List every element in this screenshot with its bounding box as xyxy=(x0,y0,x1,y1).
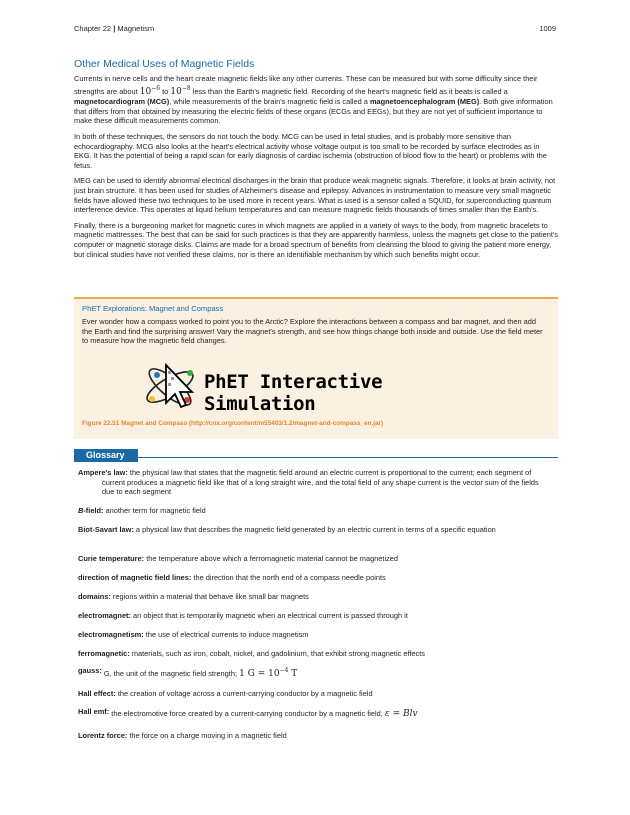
glossary-item-lorentz-force xyxy=(78,731,548,741)
gauss-equation xyxy=(239,669,297,679)
glossary-term-rest: -field: xyxy=(83,506,104,515)
glossary-term: Curie temperature: xyxy=(78,554,145,563)
glossary-term: gauss: xyxy=(78,666,102,675)
paragraph-1 xyxy=(74,74,558,126)
glossary-item-electromagnetism xyxy=(78,630,548,640)
chapter-number: Chapter 22 xyxy=(74,24,112,33)
section-title: Other Medical Uses of Magnetic Fields xyxy=(74,58,255,70)
math-unit: T xyxy=(291,669,298,679)
glossary-term: ferromagnetic: xyxy=(78,649,130,658)
glossary-term: Lorentz force: xyxy=(78,731,128,740)
glossary-definition: the physical law that states that the magnetic field around an electric current is proportional to the current; each segment of current produces a magnetic field like that of a long straight wire, and the total field of any shape current is the vector sum of the fields due to each segment xyxy=(102,468,539,497)
math-base: 10 xyxy=(170,86,182,97)
section-body xyxy=(74,74,558,265)
glossary-term xyxy=(78,506,103,515)
math-exponent: −6 xyxy=(151,84,161,92)
glossary-definition: materials, such as iron, cobalt, nickel, and gadolinium, that exhibit strong magnetic effects xyxy=(131,649,425,658)
glossary-term: domains: xyxy=(78,592,111,601)
glossary-term-italic: B xyxy=(78,506,84,515)
math-base: 10 xyxy=(139,86,152,97)
math-expression: 1 G = 10 xyxy=(239,669,280,679)
math-ten-neg-eight xyxy=(170,84,191,97)
glossary-item-ferromagnetic xyxy=(78,649,548,659)
glossary-term: direction of magnetic field lines: xyxy=(78,573,192,582)
glossary-term: Biot-Savart law: xyxy=(78,525,134,534)
glossary-item-curie-temperature xyxy=(78,554,548,564)
term-magnetocardiogram: magnetocardiogram (MCG) xyxy=(74,97,170,107)
running-head-separator: | xyxy=(113,24,116,33)
glossary-item-gauss xyxy=(78,666,548,680)
glossary-definition: regions within a material that behave like small bar magnets xyxy=(112,592,309,601)
glossary-term: Ampere's law: xyxy=(78,468,128,477)
glossary-definition: the electromotive force created by a current-carrying conductor by a magnetic field, xyxy=(111,709,383,718)
glossary-definition: the use of electrical currents to induce magnetism xyxy=(145,630,309,639)
glossary-definition: the direction that the north end of a compass needle points xyxy=(193,573,386,582)
phet-simulation-banner[interactable] xyxy=(140,355,500,415)
paragraph-2: In both of these techniques, the sensors do not touch the body. MCG can be used in fetal studies, and is probably more sensitive than echocardiography. MCG also looks at the heart's electrical activity whose voltage output is too small to be recorded by surface electrodes as in EKG. It has the potential of being a rapid scan for early diagnosis of cardiac ischemia (obstruction of blood flow to the heart) or problems with the fetus. xyxy=(74,131,547,170)
chapter-title: Magnetism xyxy=(117,24,155,33)
p1-to: to xyxy=(162,86,169,96)
paragraph-4: Finally, there is a burgeoning market for magnetic cures in which magnets are applied in a variety of ways to the body, from magnetic bracelets to magnetic mattresses. The best that can be said for such practices is that they are apparently harmless, unless the magnets get close to the patient's computer or magnetic storage disks. Claims are made for a broad spectrum of benefits from cleansing the blood to giving the patient more energy, but clinical studies have not verified these claims, nor is there an identifiable mechanism by which such benefits might occur. xyxy=(74,220,558,259)
hall-emf-equation: ε = Blv xyxy=(384,709,418,719)
glossary-term: Hall emf: xyxy=(78,707,110,716)
glossary-item-electromagnet xyxy=(78,611,548,621)
glossary-item-b-field xyxy=(78,506,548,516)
glossary-definition: the force on a charge moving in a magnetic field xyxy=(129,731,287,740)
paragraph-3: MEG can be used to identify abnormal electrical discharges in the brain that produce weak magnetic signals. Therefore, it looks at brain activity, not just brain structure. It has been used for studies of Alzheimer's disease and epilepsy. Advances in instrumentation to measure very small magnetic fields have allowed these two techniques to be used more in recent years. What is used is a sensor called a SQUID, for superconducting quantum interference device. This operates at liquid helium temperatures and can measure magnetic fields thousands of times smaller than the Earth's. xyxy=(74,176,556,215)
phet-banner-text: PhET Interactive Simulation xyxy=(204,371,383,415)
p1-text-d: . Both give information that differs from that obtained by measuring the electric fields of these organs (ECGs and EEGs), but they are not yet of sufficient importance to make these difficult measurements common. xyxy=(74,97,553,126)
math-exponent: −8 xyxy=(181,84,191,92)
glossary-heading: Glossary xyxy=(74,449,138,462)
glossary-divider xyxy=(74,457,558,458)
running-head-chapter xyxy=(74,24,154,33)
p1-text-b: less than the Earth's magnetic field. Recording of the heart's magnetic field as it beats is called a xyxy=(192,86,508,96)
glossary-definition: the creation of voltage across a current-carrying conductor by a magnetic field xyxy=(117,689,373,698)
glossary-item-hall-emf xyxy=(78,709,548,720)
glossary-term: electromagnetism: xyxy=(78,630,144,639)
glossary-item-hall-effect xyxy=(78,689,548,699)
glossary-definition: another term for magnetic field xyxy=(105,506,206,515)
glossary-definition: an object that is temporarily magnetic when an electrical current is passed through it xyxy=(133,611,408,620)
glossary-term: Hall effect: xyxy=(78,689,116,698)
glossary-item-amperes-law xyxy=(78,468,548,497)
glossary-item-domains xyxy=(78,592,548,602)
glossary-item-direction-of-magnetic-field-lines xyxy=(78,573,548,583)
math-ten-neg-six xyxy=(139,84,161,97)
glossary-definition: a physical law that describes the magnetic field generated by an electric current in terms of a specific equation xyxy=(135,525,496,534)
term-magnetoencephalogram: magnetoencephalogram (MEG) xyxy=(369,97,480,107)
glossary-term: electromagnet: xyxy=(78,611,131,620)
phet-logo-icon xyxy=(140,355,202,415)
phet-description: Ever wonder how a compass worked to point you to the Arctic? Explore the interactions between a compass and bar magnet, and then add the Earth and find the surprising answer! Vary the magnet's strength, and see how things change both inside and outside. Use the field meter to measure how the magnetic field changes. xyxy=(82,317,543,346)
page-number: 1009 xyxy=(539,24,556,33)
figure-caption[interactable]: Figure 22.51 Magnet and Compass (http://cnx.org/content/m55403/1.2/magnet-and-compass_en.jar) xyxy=(82,420,384,427)
p1-text-c: , while measurements of the brain's magnetic field is called a xyxy=(169,97,368,107)
phet-explorations-box xyxy=(74,297,558,439)
p1-text-a: Currents in nerve cells and the heart create magnetic fields like any other currents. These can be measured but with some difficulty since their strengths are about xyxy=(74,74,538,96)
math-exponent: −4 xyxy=(279,667,289,674)
phet-title: PhET Explorations: Magnet and Compass xyxy=(82,304,224,313)
glossary-definition: the temperature above which a ferromagnetic material cannot be magnetized xyxy=(146,554,399,563)
glossary-item-biot-savart-law xyxy=(78,525,548,535)
glossary-definition: G, the unit of the magnetic field strength; xyxy=(103,669,237,678)
